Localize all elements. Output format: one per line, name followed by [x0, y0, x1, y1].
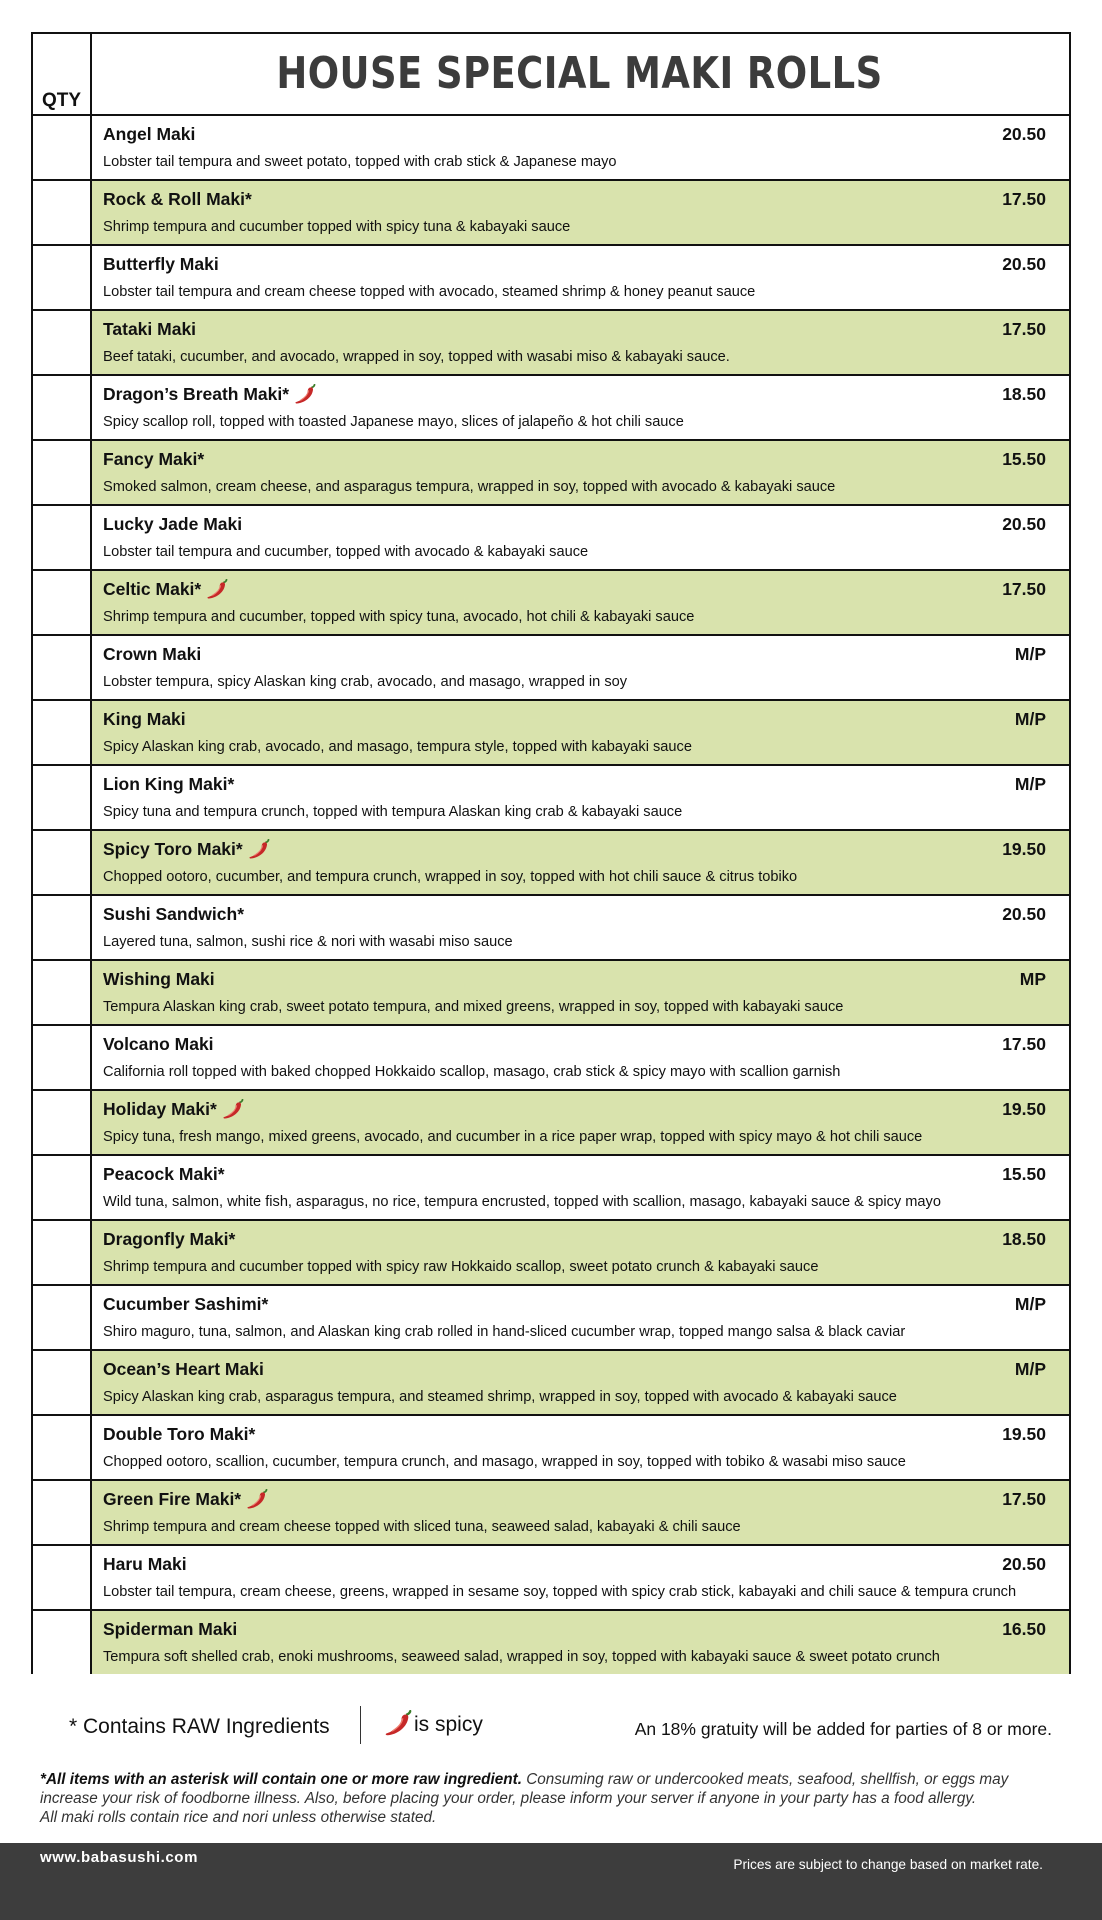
- menu-item-body: [92, 376, 1069, 439]
- menu-item-price: 20.50: [1002, 514, 1046, 534]
- menu-item-name-text: Angel Maki: [103, 124, 196, 144]
- menu-item-price: 19.50: [1002, 1099, 1046, 1119]
- menu-item-description: Lobster tail tempura, cream cheese, greens, wrapped in sesame soy, topped with spicy crab stick, kabayaki and chili sauce & tempura crunch: [103, 1584, 1017, 1600]
- menu-item-description: Lobster tempura, spicy Alaskan king crab, avocado, and masago, wrapped in soy: [103, 674, 628, 690]
- menu-item-description: Chopped ootoro, scallion, cucumber, tempura crunch, and masago, wrapped in soy, topped with tobiko & wasabi miso sauce: [103, 1454, 906, 1470]
- qty-input-cell[interactable]: [33, 636, 92, 699]
- qty-input-cell[interactable]: [33, 571, 92, 634]
- menu-item-price: 20.50: [1002, 254, 1046, 274]
- menu-item-row: [33, 1024, 1069, 1089]
- menu-item-row: [33, 894, 1069, 959]
- menu-item-name-text: Spicy Toro Maki*: [103, 839, 243, 859]
- menu-item-description: Tempura Alaskan king crab, sweet potato tempura, and mixed greens, wrapped in soy, topped with kabayaki sauce: [103, 999, 844, 1015]
- menu-item-body: [92, 246, 1069, 309]
- menu-item-price: 17.50: [1002, 319, 1046, 339]
- menu-item-description: Shrimp tempura and cucumber topped with spicy tuna & kabayaki sauce: [103, 219, 571, 235]
- menu-item-description: Spicy tuna, fresh mango, mixed greens, avocado, and cucumber in a rice paper wrap, topped with spicy mayo & hot chili sauce: [103, 1129, 923, 1145]
- menu-item-list: [33, 116, 1069, 1672]
- menu-item-name-text: Dragon’s Breath Maki*: [103, 384, 290, 404]
- gratuity-notice: An 18% gratuity will be added for parties of 8 or more.: [634, 1719, 1052, 1739]
- menu-item-name-text: Cucumber Sashimi*: [103, 1294, 269, 1314]
- menu-item-description: Lobster tail tempura and cream cheese topped with avocado, steamed shrimp & honey peanut sauce: [103, 284, 756, 300]
- menu-item-price: 17.50: [1002, 579, 1046, 599]
- menu-item-name-text: Celtic Maki*: [103, 579, 202, 599]
- menu-item-price: M/P: [1014, 709, 1046, 729]
- menu-item-name-text: Rock & Roll Maki*: [103, 189, 252, 209]
- menu-item-description: Shrimp tempura and cucumber topped with spicy raw Hokkaido scallop, sweet potato crunch & kabayaki sauce: [103, 1259, 819, 1275]
- menu-item-description: Lobster tail tempura and sweet potato, topped with crab stick & Japanese mayo: [103, 154, 617, 170]
- menu-item-name-text: Butterfly Maki: [103, 254, 219, 274]
- menu-item-body: [92, 1611, 1069, 1674]
- menu-item-description: Spicy scallop roll, topped with toasted Japanese mayo, slices of jalapeño & hot chili sauce: [103, 414, 684, 430]
- menu-item-name: [103, 969, 215, 990]
- menu-item-body: [92, 311, 1069, 374]
- menu-item-row: [33, 309, 1069, 374]
- menu-item-description: Layered tuna, salmon, sushi rice & nori with wasabi miso sauce: [103, 934, 513, 950]
- raw-ingredients-legend: * Contains RAW Ingredients: [69, 1715, 330, 1738]
- menu-item-name: [103, 1619, 237, 1640]
- menu-item-body: [92, 1481, 1069, 1544]
- menu-item-body: [92, 701, 1069, 764]
- qty-input-cell[interactable]: [33, 441, 92, 504]
- qty-input-cell[interactable]: [33, 1091, 92, 1154]
- menu-item-name: [103, 1424, 255, 1445]
- menu-item-price: 19.50: [1002, 1424, 1046, 1444]
- qty-input-cell[interactable]: [33, 181, 92, 244]
- menu-item-name-text: Spiderman Maki: [103, 1619, 238, 1639]
- menu-item-row: [33, 1219, 1069, 1284]
- menu-item-name: [103, 189, 252, 210]
- menu-item-description: California roll topped with baked chopped Hokkaido scallop, masago, crab stick & spicy mayo with scallion garnish: [103, 1064, 841, 1080]
- menu-item-name-text: Double Toro Maki*: [103, 1424, 256, 1444]
- menu-item-name: [103, 1034, 214, 1055]
- menu-item-body: [92, 116, 1069, 179]
- menu-item-name: [103, 319, 196, 340]
- qty-input-cell[interactable]: [33, 506, 92, 569]
- menu-item-price: M/P: [1014, 774, 1046, 794]
- menu-item-name: [103, 1489, 268, 1510]
- menu-item-price: M/P: [1014, 644, 1046, 664]
- menu-item-price: 17.50: [1002, 189, 1046, 209]
- menu-item-row: [33, 1544, 1069, 1609]
- menu-item-row: [33, 1089, 1069, 1154]
- menu-item-row: [33, 244, 1069, 309]
- menu-item-name: [103, 839, 270, 860]
- menu-item-row: [33, 116, 1069, 179]
- qty-input-cell[interactable]: [33, 116, 92, 179]
- menu-item-name: [103, 644, 201, 665]
- qty-input-cell[interactable]: [33, 311, 92, 374]
- spicy-legend-label: is spicy: [414, 1713, 483, 1736]
- menu-item-row: [33, 829, 1069, 894]
- menu-item-price: 19.50: [1002, 839, 1046, 859]
- menu-item-name: [103, 1554, 187, 1575]
- menu-item-price: MP: [1019, 969, 1046, 989]
- menu-item-name-text: Fancy Maki*: [103, 449, 205, 469]
- menu-item-description: Smoked salmon, cream cheese, and asparagus tempura, wrapped in soy, topped with avocado & kabayaki sauce: [103, 479, 836, 495]
- qty-column-label: QTY: [41, 90, 82, 111]
- menu-table: [31, 32, 1071, 1674]
- menu-item-name-text: Volcano Maki: [103, 1034, 214, 1054]
- menu-item-body: [92, 636, 1069, 699]
- menu-item-body: [92, 441, 1069, 504]
- menu-item-name: [103, 579, 228, 600]
- menu-item-name-text: Dragonfly Maki*: [103, 1229, 236, 1249]
- menu-item-body: [92, 1026, 1069, 1089]
- menu-item-description: Chopped ootoro, cucumber, and tempura crunch, wrapped in soy, topped with hot chili sauce & citrus tobiko: [103, 869, 798, 885]
- menu-item-body: [92, 1416, 1069, 1479]
- qty-input-cell[interactable]: [33, 1156, 92, 1219]
- price-change-note: Prices are subject to change based on market rate.: [733, 1857, 1043, 1872]
- menu-item-body: [92, 506, 1069, 569]
- menu-item-price: 15.50: [1002, 449, 1046, 469]
- chili-pepper-icon: [248, 839, 270, 859]
- qty-input-cell[interactable]: [33, 961, 92, 1024]
- menu-item-name: [103, 774, 234, 795]
- menu-item-row: [33, 959, 1069, 1024]
- chili-pepper-icon: [294, 384, 316, 404]
- menu-item-name: [103, 709, 186, 730]
- menu-item-row: [33, 699, 1069, 764]
- menu-item-name-text: Green Fire Maki*: [103, 1489, 242, 1509]
- qty-input-cell[interactable]: [33, 1351, 92, 1414]
- qty-input-cell[interactable]: [33, 896, 92, 959]
- menu-item-description: Spicy Alaskan king crab, avocado, and masago, tempura style, topped with kabayaki sauce: [103, 739, 692, 755]
- menu-item-row: [33, 1349, 1069, 1414]
- menu-item-description: Spicy tuna and tempura crunch, topped with tempura Alaskan king crab & kabayaki sauce: [103, 804, 683, 820]
- menu-item-row: [33, 569, 1069, 634]
- menu-item-description: Shrimp tempura and cream cheese topped with sliced tuna, seaweed salad, kabayaki & chili sauce: [103, 1519, 741, 1535]
- menu-item-name: [103, 1359, 264, 1380]
- menu-item-name: [103, 514, 242, 535]
- menu-item-price: 17.50: [1002, 1034, 1046, 1054]
- menu-item-description: Spicy Alaskan king crab, asparagus tempura, and steamed shrimp, wrapped in soy, topped with avocado & kabayaki sauce: [103, 1389, 897, 1405]
- menu-item-price: 17.50: [1002, 1489, 1046, 1509]
- menu-item-row: [33, 1609, 1069, 1674]
- menu-item-price: 18.50: [1002, 384, 1046, 404]
- menu-item-price: M/P: [1014, 1359, 1046, 1379]
- menu-item-description: Tempura soft shelled crab, enoki mushrooms, seaweed salad, wrapped in soy, topped with kabayaki sauce & sweet potato crunch: [103, 1649, 940, 1665]
- menu-item-name-text: Haru Maki: [103, 1554, 187, 1574]
- menu-item-price: M/P: [1014, 1294, 1046, 1314]
- menu-item-name-text: Crown Maki: [103, 644, 202, 664]
- menu-item-name: [103, 254, 219, 275]
- qty-input-cell[interactable]: [33, 1026, 92, 1089]
- qty-input-cell[interactable]: [33, 246, 92, 309]
- menu-item-price: 20.50: [1002, 904, 1046, 924]
- menu-item-name-text: Wishing Maki: [103, 969, 215, 989]
- menu-item-body: [92, 181, 1069, 244]
- menu-item-description: Shrimp tempura and cucumber, topped with spicy tuna, avocado, hot chili & kabayaki sauce: [103, 609, 695, 625]
- menu-item-description: Beef tataki, cucumber, and avocado, wrapped in soy, topped with wasabi miso & kabayaki sauce.: [103, 349, 730, 365]
- footer-bar: [0, 1843, 1102, 1920]
- menu-item-name-text: Sushi Sandwich*: [103, 904, 244, 924]
- menu-item-row: [33, 634, 1069, 699]
- qty-input-cell[interactable]: [33, 701, 92, 764]
- menu-item-row: [33, 764, 1069, 829]
- qty-input-cell[interactable]: [33, 1416, 92, 1479]
- qty-input-cell[interactable]: [33, 766, 92, 829]
- website-link[interactable]: www.babasushi.com: [40, 1849, 199, 1866]
- menu-item-price: 20.50: [1002, 124, 1046, 144]
- menu-item-name: [103, 1099, 244, 1120]
- chili-pepper-icon: [246, 1489, 268, 1509]
- menu-header: [33, 34, 1069, 116]
- menu-item-name: [103, 1164, 225, 1185]
- chili-pepper-icon: [384, 1710, 412, 1736]
- menu-item-name-text: Peacock Maki*: [103, 1164, 225, 1184]
- menu-item-body: [92, 1546, 1069, 1609]
- qty-input-cell[interactable]: [33, 1546, 92, 1609]
- qty-input-cell[interactable]: [33, 831, 92, 894]
- disclaimer-bold: *All items with an asterisk will contain one or more raw ingredient.: [40, 1771, 522, 1788]
- menu-item-row: [33, 504, 1069, 569]
- menu-item-body: [92, 1286, 1069, 1349]
- menu-item-body: [92, 961, 1069, 1024]
- qty-input-cell[interactable]: [33, 1481, 92, 1544]
- menu-item-price: 15.50: [1002, 1164, 1046, 1184]
- menu-item-name: [103, 1294, 268, 1315]
- menu-item-name: [103, 1229, 235, 1250]
- menu-item-row: [33, 179, 1069, 244]
- qty-input-cell[interactable]: [33, 376, 92, 439]
- menu-item-row: [33, 439, 1069, 504]
- menu-item-description: Wild tuna, salmon, white fish, asparagus, no rice, tempura encrusted, topped with scallion, masago, kabayaki sauce & spicy mayo: [103, 1194, 941, 1210]
- allergy-disclaimer: [40, 1770, 1070, 1827]
- menu-item-body: [92, 1091, 1069, 1154]
- menu-item-name-text: Holiday Maki*: [103, 1099, 217, 1119]
- menu-item-name-text: Lion King Maki*: [103, 774, 235, 794]
- menu-item-description: Lobster tail tempura and cucumber, topped with avocado & kabayaki sauce: [103, 544, 589, 560]
- menu-item-name: [103, 904, 244, 925]
- menu-item-name-text: Ocean’s Heart Maki: [103, 1359, 264, 1379]
- menu-item-body: [92, 1156, 1069, 1219]
- disclaimer-rice-note: All maki rolls contain rice and nori unless otherwise stated.: [40, 1809, 437, 1826]
- menu-item-row: [33, 1414, 1069, 1479]
- page-title: HOUSE SPECIAL MAKI ROLLS: [276, 48, 883, 99]
- menu-item-name-text: Lucky Jade Maki: [103, 514, 243, 534]
- qty-input-cell[interactable]: [33, 1611, 92, 1674]
- menu-item-row: [33, 1154, 1069, 1219]
- menu-item-name: [103, 124, 195, 145]
- menu-item-name: [103, 449, 204, 470]
- menu-item-row: [33, 1479, 1069, 1544]
- spicy-legend: [384, 1710, 483, 1737]
- chili-pepper-icon: [222, 1099, 244, 1119]
- menu-item-body: [92, 766, 1069, 829]
- menu-item-body: [92, 1351, 1069, 1414]
- menu-item-description: Shiro maguro, tuna, salmon, and Alaskan king crab rolled in hand-sliced cucumber wrap, topped mango salsa & black caviar: [103, 1324, 906, 1340]
- menu-item-name: [103, 384, 316, 405]
- chili-pepper-icon: [206, 579, 228, 599]
- menu-item-name-text: King Maki: [103, 709, 186, 729]
- qty-input-cell[interactable]: [33, 1286, 92, 1349]
- disclaimer-text: Consuming raw or undercooked meats, seafood, shellfish, or eggs may increase your risk of foodborne illness. Also, before placing your order, please inform your server if anyone in your party has a food allergy.: [40, 1771, 1009, 1807]
- menu-item-name-text: Tataki Maki: [103, 319, 197, 339]
- menu-item-row: [33, 1284, 1069, 1349]
- menu-item-row: [33, 374, 1069, 439]
- menu-item-body: [92, 571, 1069, 634]
- menu-item-price: 18.50: [1002, 1229, 1046, 1249]
- menu-item-body: [92, 1221, 1069, 1284]
- menu-item-price: 16.50: [1002, 1619, 1046, 1639]
- menu-item-body: [92, 831, 1069, 894]
- qty-input-cell[interactable]: [33, 1221, 92, 1284]
- menu-item-price: 20.50: [1002, 1554, 1046, 1574]
- menu-item-body: [92, 896, 1069, 959]
- legend-divider: [360, 1706, 361, 1744]
